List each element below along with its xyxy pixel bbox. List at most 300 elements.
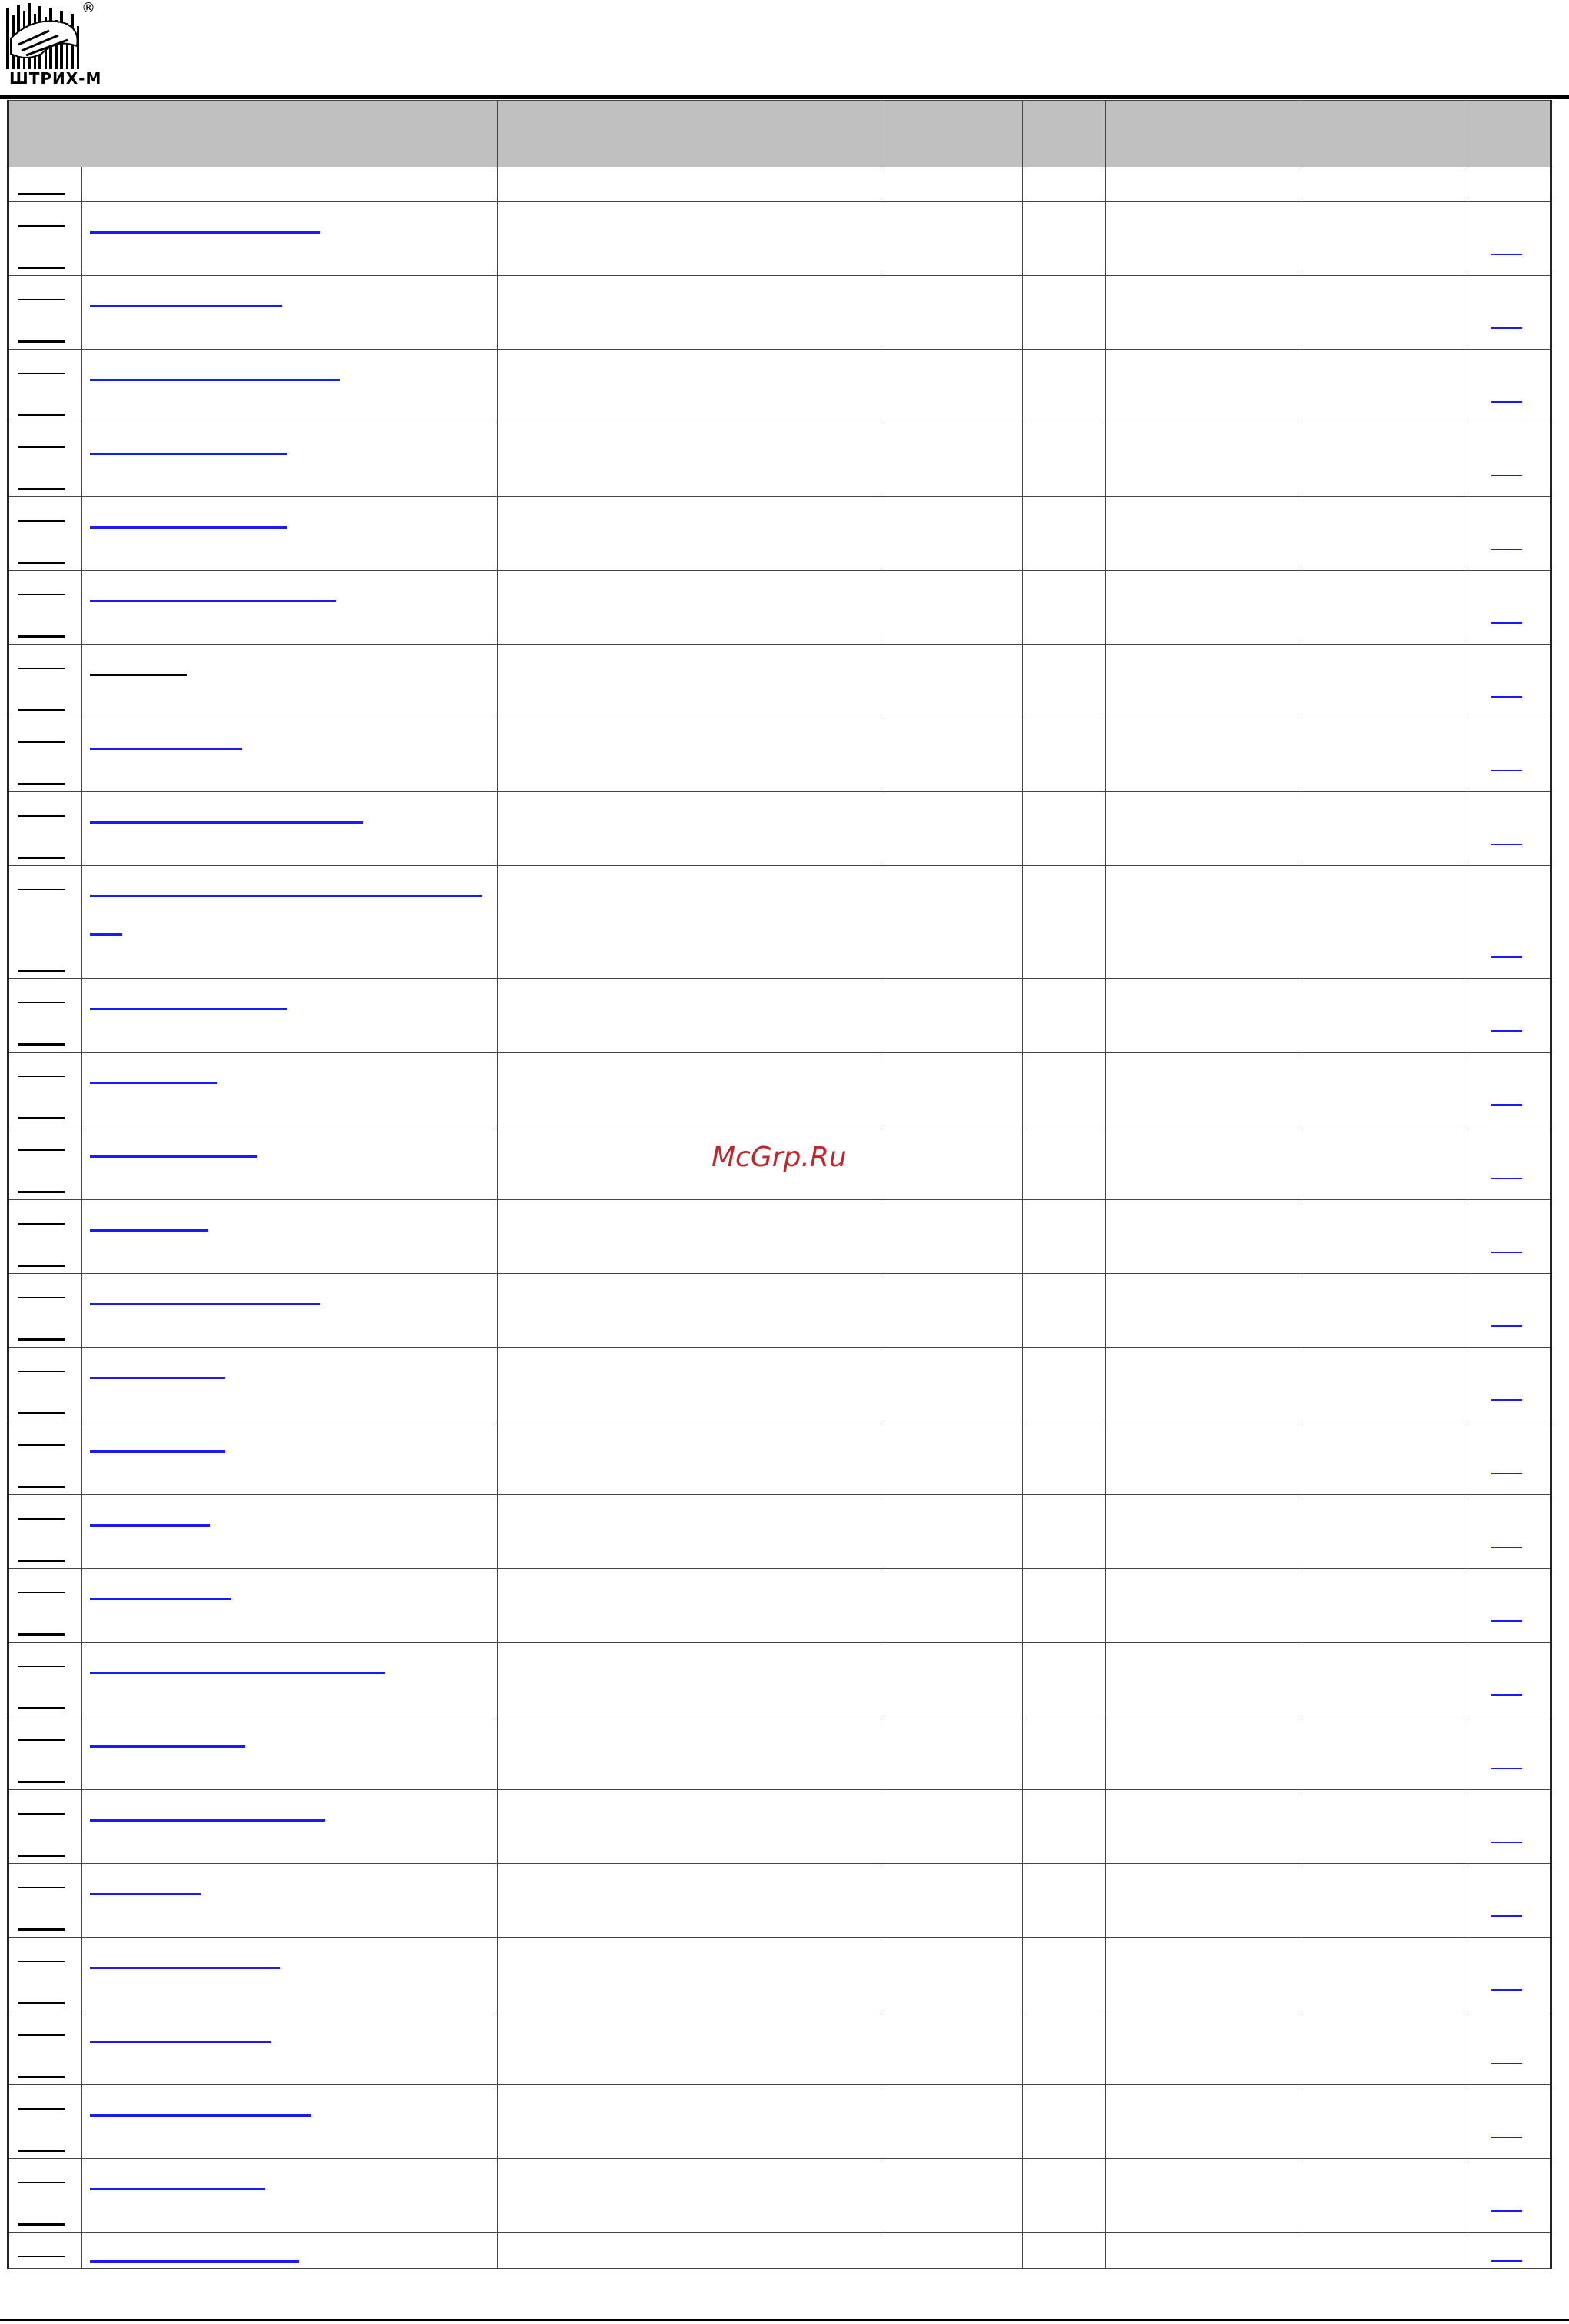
- section-title-link[interactable]: [90, 1229, 208, 1232]
- table-cell: [1023, 866, 1106, 979]
- table-cell: [884, 792, 1023, 866]
- section-title-link[interactable]: [90, 1745, 245, 1748]
- table-cell: [884, 2159, 1023, 2233]
- table-cell: [82, 1421, 498, 1495]
- table-cell: [498, 718, 884, 792]
- row-number-mark: [18, 1887, 65, 1888]
- table-cell: [1465, 1790, 1551, 1864]
- table-cell: [884, 2085, 1023, 2159]
- table-cell: [1023, 1643, 1106, 1716]
- row-number-mark: [18, 2182, 65, 2183]
- page-number-link[interactable]: [1491, 1473, 1522, 1474]
- row-number-mark: [18, 446, 65, 448]
- table-cell: [1106, 497, 1299, 571]
- page-number-link[interactable]: [1491, 1399, 1522, 1401]
- row-number-mark: [18, 373, 65, 374]
- section-title-link[interactable]: [90, 1598, 231, 1600]
- table-cell: [82, 571, 498, 645]
- page-number-link[interactable]: [1491, 2260, 1522, 2262]
- header-cell: [884, 101, 1023, 167]
- table-cell: [1299, 423, 1465, 497]
- page-number-link[interactable]: [1491, 2210, 1522, 2212]
- table-cell: [82, 979, 498, 1053]
- table-row: [8, 2085, 1551, 2159]
- row-number-underline: [18, 1781, 65, 1783]
- table-cell: [884, 1126, 1023, 1200]
- table-cell: [884, 2011, 1023, 2085]
- table-cell: [498, 276, 884, 350]
- page-number-link[interactable]: [1491, 1178, 1522, 1179]
- page-number-link[interactable]: [1491, 1768, 1522, 1769]
- page-number-link[interactable]: [1491, 1252, 1522, 1253]
- table-cell: [8, 1126, 82, 1200]
- table-cell: [498, 167, 884, 202]
- table-cell: [884, 979, 1023, 1053]
- section-title-link[interactable]: [90, 2041, 271, 2043]
- section-title-link[interactable]: [90, 1893, 201, 1895]
- table-cell: [82, 423, 498, 497]
- table-cell: [8, 2085, 82, 2159]
- table-header-row: [8, 101, 1551, 167]
- section-title-link[interactable]: [90, 748, 242, 750]
- table-cell: [82, 718, 498, 792]
- table-cell: [1465, 2159, 1551, 2233]
- table-cell: [884, 718, 1023, 792]
- table-cell: [1299, 1790, 1465, 1864]
- section-title-link[interactable]: [90, 674, 187, 676]
- page-number-link[interactable]: [1491, 1030, 1522, 1032]
- contents-table: [7, 100, 1552, 2269]
- table-cell: [498, 202, 884, 276]
- page-number-link[interactable]: [1491, 327, 1522, 329]
- table-cell: [1106, 1274, 1299, 1348]
- table-cell: [1299, 792, 1465, 866]
- table-row: [8, 1643, 1551, 1716]
- page-number-link[interactable]: [1491, 549, 1522, 550]
- table-cell: [82, 645, 498, 718]
- table-row: [8, 1274, 1551, 1348]
- row-number-underline: [18, 562, 65, 564]
- section-title-link[interactable]: [90, 895, 482, 897]
- table-cell: [1106, 1716, 1299, 1790]
- row-number-mark: [18, 1813, 65, 1815]
- table-cell: [8, 1938, 82, 2011]
- header-cell: [1106, 101, 1299, 167]
- table-row: [8, 1716, 1551, 1790]
- table-cell: [884, 571, 1023, 645]
- table-cell: [498, 1790, 884, 1864]
- table-cell: [884, 645, 1023, 718]
- table-cell: [1023, 350, 1106, 423]
- table-cell: [82, 1200, 498, 1274]
- row-number-mark: [18, 889, 65, 890]
- table-cell: [8, 1348, 82, 1421]
- table-cell: [884, 497, 1023, 571]
- row-number-underline: [18, 1117, 65, 1119]
- row-number-mark: [18, 225, 65, 227]
- table-cell: [1465, 866, 1551, 979]
- table-cell: [1299, 350, 1465, 423]
- section-title-link[interactable]: [90, 1377, 225, 1379]
- page-number-link[interactable]: [1491, 770, 1522, 771]
- table-cell: [1023, 1569, 1106, 1643]
- section-title-link[interactable]: [90, 1008, 287, 1010]
- row-number-underline: [18, 340, 65, 343]
- table-cell: [498, 423, 884, 497]
- row-number-mark: [18, 299, 65, 300]
- row-number-mark: [18, 1149, 65, 1151]
- table-cell: [1299, 497, 1465, 571]
- table-cell: [884, 866, 1023, 979]
- table-cell: [884, 1643, 1023, 1716]
- row-number-mark: [18, 594, 65, 595]
- section-title-link[interactable]: [90, 231, 320, 234]
- row-number-underline: [18, 1633, 65, 1636]
- table-cell: [498, 350, 884, 423]
- table-cell: [1299, 979, 1465, 1053]
- brand-name: ШТРИХ-М: [9, 69, 102, 88]
- row-number-mark: [18, 815, 65, 817]
- table-cell: [1106, 645, 1299, 718]
- table-row: [8, 1864, 1551, 1938]
- section-title-link[interactable]: [90, 2260, 299, 2263]
- table-cell: [1023, 1864, 1106, 1938]
- table-cell: [1023, 1495, 1106, 1569]
- table-cell: [1023, 718, 1106, 792]
- table-cell: [8, 497, 82, 571]
- table-cell: [1023, 979, 1106, 1053]
- table-cell: [1023, 276, 1106, 350]
- row-number-underline: [18, 1928, 65, 1931]
- table-cell: [1465, 571, 1551, 645]
- table-cell: [1465, 979, 1551, 1053]
- page-number-link[interactable]: [1491, 1325, 1522, 1327]
- table-cell: [884, 1864, 1023, 1938]
- table-cell: [1465, 2233, 1551, 2269]
- table-cell: [1106, 2233, 1299, 2269]
- table-row: [8, 167, 1551, 202]
- table-cell: [498, 1348, 884, 1421]
- registered-mark: ®: [81, 0, 95, 16]
- table-row: [8, 645, 1551, 718]
- table-cell: [1465, 1200, 1551, 1274]
- table-cell: [1299, 1126, 1465, 1200]
- table-cell: [1299, 1348, 1465, 1421]
- table-cell: [8, 1864, 82, 1938]
- page-number-link[interactable]: [1491, 1915, 1522, 1917]
- section-title-link[interactable]: [90, 600, 336, 602]
- table-cell: [82, 497, 498, 571]
- table-row: [8, 2159, 1551, 2233]
- table-cell: [1465, 1126, 1551, 1200]
- page-number-link[interactable]: [1491, 622, 1522, 624]
- row-number-mark: [18, 2034, 65, 2036]
- page-number-link[interactable]: [1491, 696, 1522, 698]
- table-cell: [8, 167, 82, 202]
- table-cell: [82, 1643, 498, 1716]
- table-cell: [1299, 1569, 1465, 1643]
- page-number-link[interactable]: [1491, 1547, 1522, 1548]
- row-number-mark: [18, 520, 65, 522]
- table-cell: [8, 423, 82, 497]
- table-cell: [8, 1200, 82, 1274]
- header-cell: [1299, 101, 1465, 167]
- table-cell: [1299, 1274, 1465, 1348]
- table-row: [8, 1053, 1551, 1126]
- table-cell: [1299, 866, 1465, 979]
- row-number-mark: [18, 1444, 65, 1446]
- page-number-link[interactable]: [1491, 956, 1522, 958]
- table-row: [8, 202, 1551, 276]
- table-cell: [1299, 1200, 1465, 1274]
- header-cell: [1023, 101, 1106, 167]
- row-number-underline: [18, 2076, 65, 2078]
- table-cell: [1106, 718, 1299, 792]
- page-number-link[interactable]: [1491, 2137, 1522, 2138]
- table-cell: [884, 350, 1023, 423]
- table-cell: [498, 571, 884, 645]
- table-row: [8, 423, 1551, 497]
- table-cell: [1299, 571, 1465, 645]
- table-cell: [1465, 1643, 1551, 1716]
- table-cell: [498, 2233, 884, 2269]
- table-cell: [82, 2011, 498, 2085]
- page-number-link[interactable]: [1491, 2063, 1522, 2064]
- table-cell: [1023, 167, 1106, 202]
- table-row: [8, 1790, 1551, 1864]
- row-number-underline: [18, 2002, 65, 2004]
- table-cell: [8, 1716, 82, 1790]
- table-cell: [1465, 1864, 1551, 1938]
- table-cell: [1465, 2085, 1551, 2159]
- table-cell: [8, 571, 82, 645]
- row-number-underline: [18, 857, 65, 859]
- section-title-link[interactable]: [90, 821, 363, 824]
- table-cell: [1465, 1053, 1551, 1126]
- table-cell: [1299, 1864, 1465, 1938]
- table-cell: [1465, 350, 1551, 423]
- table-cell: [1023, 2233, 1106, 2269]
- table-cell: [1106, 423, 1299, 497]
- table-cell: [1106, 2159, 1299, 2233]
- table-cell: [82, 2159, 498, 2233]
- table-cell: [884, 1053, 1023, 1126]
- row-number-mark: [18, 1592, 65, 1593]
- section-title-link[interactable]: [90, 1672, 385, 1674]
- row-number-underline: [18, 709, 65, 711]
- row-number-underline: [18, 2223, 65, 2226]
- table-cell: [498, 497, 884, 571]
- section-title-link[interactable]: [90, 526, 287, 529]
- row-number-mark: [18, 1223, 65, 1225]
- table-cell: [1465, 1348, 1551, 1421]
- table-cell: [82, 1495, 498, 1569]
- table-cell: [8, 866, 82, 979]
- table-cell: [1106, 2011, 1299, 2085]
- section-title-link[interactable]: [90, 2114, 311, 2117]
- row-number-underline: [18, 635, 65, 638]
- section-title-link[interactable]: [90, 1082, 217, 1084]
- table-cell: [884, 1274, 1023, 1348]
- page-number-link[interactable]: [1491, 1989, 1522, 1991]
- section-title-link[interactable]: [90, 305, 282, 307]
- table-cell: [8, 2011, 82, 2085]
- row-number-underline: [18, 1191, 65, 1193]
- table-cell: [8, 350, 82, 423]
- table-cell: [1023, 1274, 1106, 1348]
- page-number-link[interactable]: [1491, 1694, 1522, 1696]
- table-cell: [82, 1938, 498, 2011]
- table-cell: [1023, 571, 1106, 645]
- table-cell: [498, 1938, 884, 2011]
- table-cell: [1299, 2233, 1465, 2269]
- table-cell: [1023, 1126, 1106, 1200]
- table-cell: [82, 866, 498, 979]
- table-row: [8, 1348, 1551, 1421]
- row-number-underline: [18, 488, 65, 490]
- table-cell: [498, 1053, 884, 1126]
- row-number-mark: [18, 668, 65, 669]
- footer-rule: [0, 2319, 1569, 2321]
- table-cell: [1023, 1421, 1106, 1495]
- row-number-underline: [18, 1486, 65, 1488]
- table-cell: [498, 1421, 884, 1495]
- table-row: [8, 866, 1551, 979]
- table-row: [8, 1421, 1551, 1495]
- table-cell: [8, 979, 82, 1053]
- table-cell: [1023, 1938, 1106, 2011]
- table-cell: [498, 645, 884, 718]
- table-cell: [8, 202, 82, 276]
- row-number-underline: [18, 1855, 65, 1857]
- table-cell: [1465, 497, 1551, 571]
- table-cell: [1106, 1200, 1299, 1274]
- table-row: [8, 1495, 1551, 1569]
- table-cell: [8, 276, 82, 350]
- table-cell: [1299, 2085, 1465, 2159]
- table-cell: [1465, 1495, 1551, 1569]
- table-cell: [82, 1569, 498, 1643]
- table-cell: [1465, 1421, 1551, 1495]
- header-cell: [1465, 101, 1551, 167]
- table-cell: [1299, 645, 1465, 718]
- table-cell: [498, 792, 884, 866]
- table-cell: [8, 792, 82, 866]
- page-number-link[interactable]: [1491, 1842, 1522, 1843]
- table-cell: [1023, 1348, 1106, 1421]
- table-cell: [8, 2159, 82, 2233]
- table-cell: [82, 1348, 498, 1421]
- table-cell: [1106, 1495, 1299, 1569]
- table-cell: [1465, 423, 1551, 497]
- table-cell: [1023, 202, 1106, 276]
- table-cell: [1106, 1126, 1299, 1200]
- table-cell: [1106, 571, 1299, 645]
- page-number-link[interactable]: [1491, 254, 1522, 255]
- row-number-mark: [18, 1002, 65, 1003]
- section-title-link[interactable]: [90, 1819, 325, 1822]
- section-title-link-continued[interactable]: [90, 933, 122, 936]
- row-number-underline: [18, 1338, 65, 1341]
- table-row: [8, 2233, 1551, 2269]
- table-cell: [1023, 792, 1106, 866]
- row-number-underline: [18, 970, 65, 972]
- table-cell: [498, 1200, 884, 1274]
- table-cell: [82, 2233, 498, 2269]
- section-title-link[interactable]: [90, 453, 287, 455]
- table-cell: [8, 1643, 82, 1716]
- section-title-link[interactable]: [90, 1967, 280, 1969]
- table-cell: [1106, 2085, 1299, 2159]
- table-cell: [1106, 167, 1299, 202]
- row-number-underline: [18, 1707, 65, 1709]
- table-cell: [498, 1274, 884, 1348]
- row-number-underline: [18, 1412, 65, 1414]
- section-title-link[interactable]: [90, 1155, 257, 1158]
- section-title-link[interactable]: [90, 1450, 225, 1453]
- section-title-link[interactable]: [90, 379, 340, 381]
- section-title-link[interactable]: [90, 1524, 210, 1527]
- table-cell: [8, 718, 82, 792]
- table-cell: [1106, 1790, 1299, 1864]
- table-cell: [1299, 1643, 1465, 1716]
- table-cell: [8, 2233, 82, 2269]
- table-cell: [498, 1716, 884, 1790]
- table-cell: [82, 1716, 498, 1790]
- section-title-link[interactable]: [90, 2188, 265, 2190]
- row-number-mark: [18, 2108, 65, 2110]
- header-rule: [0, 95, 1569, 99]
- page-number-link[interactable]: [1491, 1620, 1522, 1622]
- page-number-link[interactable]: [1491, 1104, 1522, 1106]
- table-cell: [82, 1053, 498, 1126]
- page-number-link[interactable]: [1491, 475, 1522, 476]
- page-number-link[interactable]: [1491, 844, 1522, 845]
- row-number-mark: [18, 1961, 65, 1962]
- table-cell: [498, 2085, 884, 2159]
- row-number-mark: [18, 1076, 65, 1077]
- table-cell: [1106, 979, 1299, 1053]
- table-cell: [1299, 718, 1465, 792]
- table-cell: [1106, 1348, 1299, 1421]
- table-row: [8, 792, 1551, 866]
- table-cell: [498, 2011, 884, 2085]
- table-cell: [498, 1864, 884, 1938]
- row-number-mark: [18, 1297, 65, 1298]
- section-title-link[interactable]: [90, 1303, 320, 1305]
- table-cell: [1023, 1053, 1106, 1126]
- row-number-mark: [18, 1666, 65, 1667]
- table-cell: [82, 1790, 498, 1864]
- row-number-mark: [18, 2256, 65, 2257]
- table-cell: [1299, 276, 1465, 350]
- table-cell: [1106, 792, 1299, 866]
- table-row: [8, 718, 1551, 792]
- table-cell: [1465, 167, 1551, 202]
- table-cell: [1106, 866, 1299, 979]
- table-row: [8, 276, 1551, 350]
- table-cell: [884, 1421, 1023, 1495]
- row-number-mark: [18, 1518, 65, 1520]
- table-cell: [82, 1274, 498, 1348]
- table-cell: [1023, 1790, 1106, 1864]
- table-cell: [1106, 350, 1299, 423]
- table-cell: [8, 1569, 82, 1643]
- table-row: [8, 1938, 1551, 2011]
- row-number-mark: [18, 1739, 65, 1741]
- page-number-link[interactable]: [1491, 401, 1522, 403]
- table-cell: [1465, 1716, 1551, 1790]
